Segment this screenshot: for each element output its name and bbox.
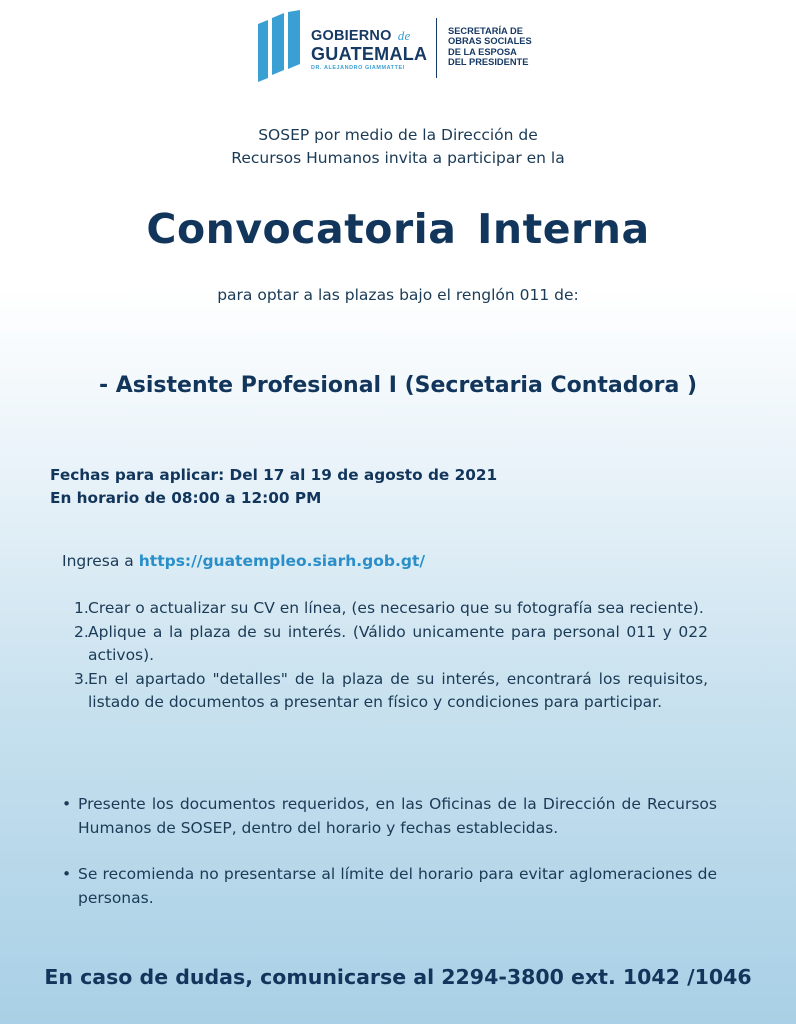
application-dates: Fechas para aplicar: Del 17 al 19 de agosto de 2021 En horario de 08:00 a 12:00 PM: [50, 466, 498, 507]
subtitle: para optar a las plazas bajo el renglón 011 de:: [217, 286, 579, 304]
list-item: 2. Aplique a la plaza de su interés. (Válido unicamente para personal 011 y 022 activos).: [74, 622, 708, 664]
position-title: - Asistente Profesional I (Secretaria Contadora ): [98, 373, 698, 398]
list-item: • Presente los documentos requeridos, en las Oficinas de la Dirección de Recursos Humanos de SOSEP, dentro del horario y fechas establecidas.: [62, 795, 717, 837]
bullets-list: [62, 793, 717, 933]
steps-list: [62, 597, 708, 715]
list-item: 3. En el apartado "detalles" de la plaza de su interés, encontrará los requisitos, listado de documentos a presentar en físico y condiciones para participar.: [74, 669, 708, 711]
intro-text: SOSEP por medio de la Dirección de Recursos Humanos invita a participar en la: [231, 126, 565, 167]
page-title: Convocatoria Interna: [146, 205, 650, 253]
bullet-icon: •: [62, 795, 72, 813]
list-item: 1. Crear o actualizar su CV en línea, (es necesario que su fotografía sea reciente).: [74, 599, 704, 617]
list-item: • Se recomienda no presentarse al límite del horario para evitar aglomeraciones de personas.: [62, 865, 717, 907]
guatemala-bars-icon: [258, 10, 300, 82]
contact-info: En caso de dudas, comunicarse al 2294-3800 ext. 1042 /1046: [44, 965, 752, 989]
logo-divider: [436, 18, 437, 78]
guatempleo-link[interactable]: https://guatempleo.siarh.gob.gt/: [138, 552, 426, 570]
government-logo: [258, 10, 548, 82]
bullet-icon: •: [62, 865, 72, 883]
gobierno-guatemala-wordmark: GOBIERNO de GUATEMALA DR. ALEJANDRO GIAMMATTEI: [311, 28, 428, 71]
ingresa-line: Ingresa a https://guatempleo.siarh.gob.gt/: [62, 552, 426, 570]
sosep-wordmark: SECRETARÍA DE OBRAS SOCIALES DE LA ESPOSA DEL PRESIDENTE: [448, 26, 532, 68]
